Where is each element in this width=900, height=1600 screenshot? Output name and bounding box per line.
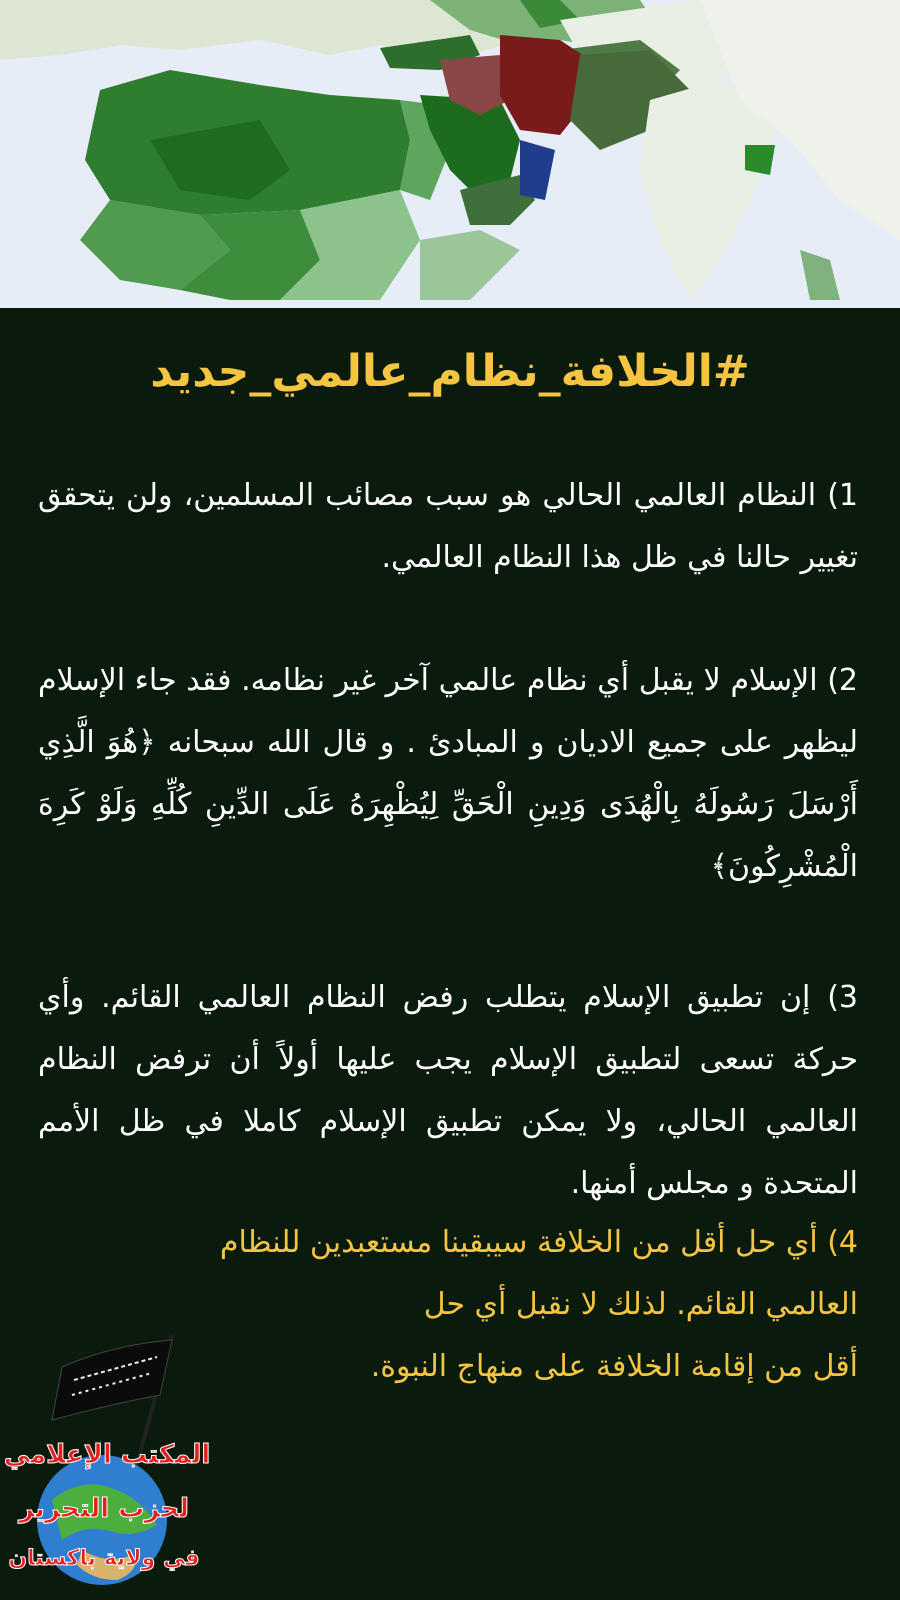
hashtag-title: #الخلافة_نظام_عالمي_جديد bbox=[150, 346, 750, 397]
paragraph-2: 2) الإسلام لا يقبل أي نظام عالمي آخر غير نظامه. فقد جاء الإسلام ليظهر على جميع الاديان و المبادئ . و قال الله سبحانه ﴿هُوَ الَّذِي أَرْسَلَ رَسُولَهُ بِالْهُدَى وَدِينِ الْحَقِّ لِيُظْهِرَهُ عَلَى الدِّينِ كُلِّهِ وَلَوْ كَرِهَ الْمُشْرِكُونَ﴾ bbox=[38, 663, 858, 884]
logo-text-line-2: لحزب التحرير bbox=[19, 1494, 189, 1524]
logo-text-line-1: المكتب الإعلامي bbox=[3, 1440, 211, 1470]
paragraph-4-line-2: العالمي القائم. لذلك لا نقبل أي حل bbox=[423, 1287, 858, 1322]
paragraph-4-line-1: 4) أي حل أقل من الخلافة سيبقينا مستعبدين للنظام bbox=[219, 1225, 858, 1260]
map-image bbox=[0, 0, 900, 308]
logo-graphic bbox=[3, 1325, 211, 1585]
paragraph-1: 1) النظام العالمي الحالي هو سبب مصائب المسلمين، ولن يتحقق تغيير حالنا في ظل هذا النظام العالمي. bbox=[38, 478, 858, 575]
middle-east-map-graphic bbox=[0, 0, 900, 308]
logo-text-line-3: في ولاية باكستان bbox=[8, 1546, 200, 1571]
paragraph-4-line-3: أقل من إقامة الخلافة على منهاج النبوة. bbox=[370, 1349, 858, 1384]
media-office-logo bbox=[3, 1325, 211, 1585]
paragraph-3: 3) إن تطبيق الإسلام يتطلب رفض النظام العالمي القائم. وأي حركة تسعى لتطبيق الإسلام يجب عليها أولاً أن ترفض النظام العالمي الحالي، ولا يمكن تطبيق الإسلام كاملا في ظل الأمم المتحدة و مجلس أمنها. bbox=[38, 980, 858, 1201]
